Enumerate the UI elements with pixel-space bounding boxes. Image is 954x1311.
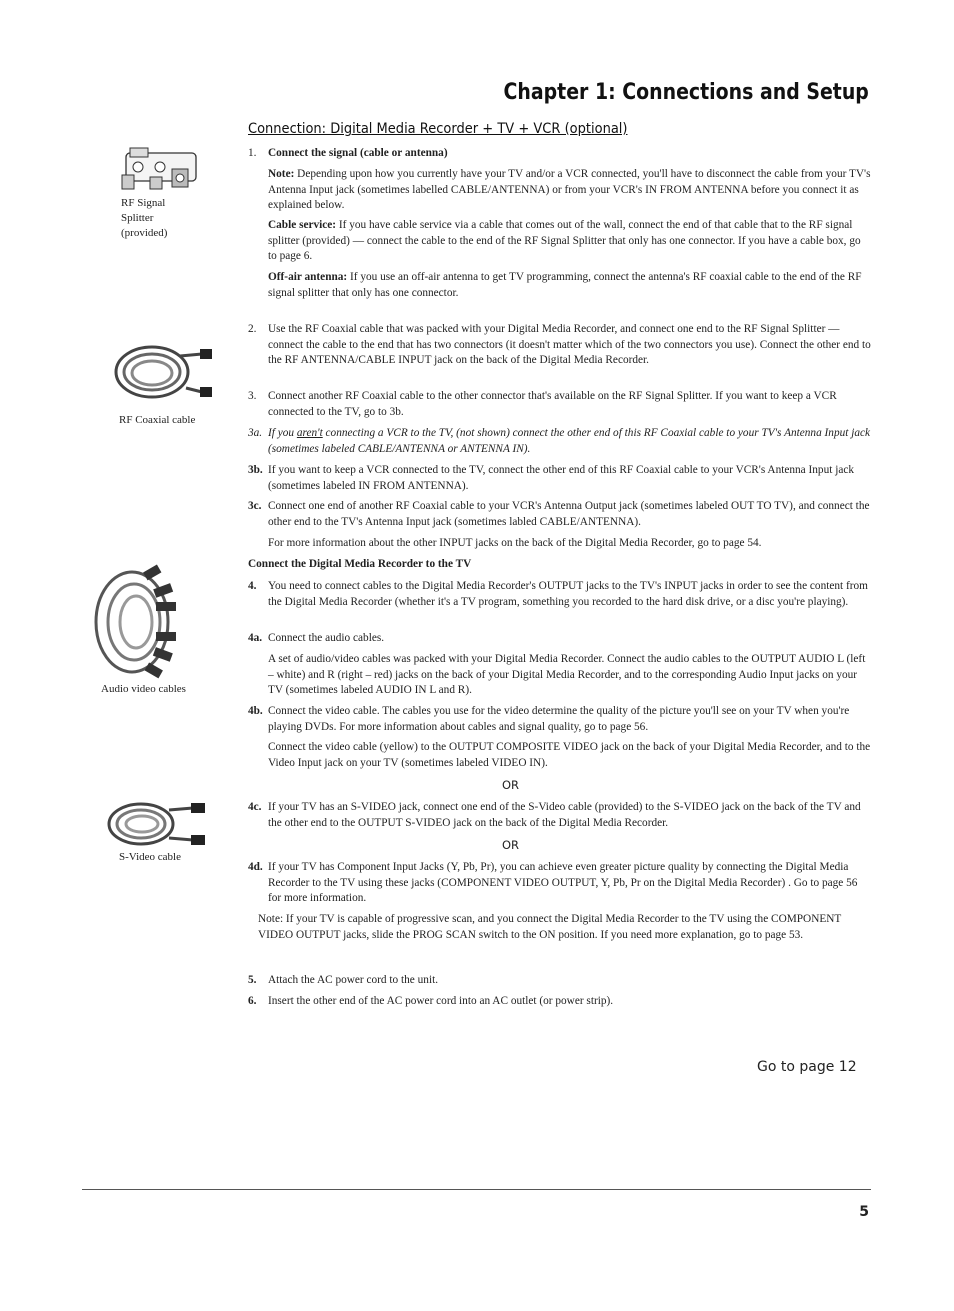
step-4a-body xyxy=(248,652,872,699)
note-text: Depending upon how you currently have your TV and/or a VCR connected, you'll have to disconnect the cable from your TV's Antenna Input jack (sometimes labelled CABLE/ANTENNA) or from your VCR's IN FROM ANTENNA before you connect it as explained below. xyxy=(268,168,871,211)
step-4a xyxy=(248,631,872,647)
rf-splitter-caption xyxy=(121,196,201,241)
step-number: 4. xyxy=(248,580,257,592)
goto-page-link[interactable]: Go to page 12 xyxy=(757,1059,857,1075)
coaxial-cable-icon xyxy=(110,342,218,402)
step-1 xyxy=(248,146,872,162)
step-number: 6. xyxy=(248,995,257,1007)
step-number: 3. xyxy=(248,390,257,402)
off-air-text: If you use an off-air antenna to get TV programming, connect the antenna's RF coaxial cable to the end of the RF signal splitter that only has one connector. xyxy=(268,271,862,299)
step-6 xyxy=(248,994,872,1010)
step-text: If you want to keep a VCR connected to the TV, connect the other end of this RF Coaxial cable to your VCR's Antenna Input jack (sometimes labeled IN FROM ANTENNA). xyxy=(268,464,855,492)
step-number: 2. xyxy=(248,323,257,335)
step-text: Use the RF Coaxial cable that was packed with your Digital Media Recorder, and connect one end to the RF Signal Splitter — connect the cable to the end that has two connectors (it doesn't matter which of the two connectors you use). Connect the other end to the RF ANTENNA/CABLE INPUT jack on the back of the Digital Media Recorder. xyxy=(268,323,871,366)
step-3c xyxy=(248,499,872,530)
progressive-scan-note: Note: If your TV is capable of progressive scan, and you connect the Digital Media Recorder to the TV using the COMPONENT VIDEO OUTPUT jacks, slide the PROG SCAN switch to the ON position. If you need more explanation, go to page 53. xyxy=(258,913,842,941)
note-paragraph xyxy=(248,167,872,214)
or-divider: OR xyxy=(502,838,520,852)
off-air-label: Off-air antenna: xyxy=(268,271,348,283)
step-4 xyxy=(248,579,872,610)
step-number: 4a. xyxy=(248,632,263,644)
step-number: 3c. xyxy=(248,500,262,512)
step-3a xyxy=(248,426,872,457)
step-number: 1. xyxy=(248,147,257,159)
chapter-title: Chapter 1: Connections and Setup xyxy=(503,80,869,105)
footer-divider xyxy=(82,1189,871,1190)
step-4c xyxy=(248,800,872,831)
step-number: 4d. xyxy=(248,861,263,873)
step-text: You need to connect cables to the Digital Media Recorder's OUTPUT jacks to the TV's INPUT jacks in order to see the content from the Digital Media Recorder (whether it's a TV program, something you recorded to the hard disk drive, or a disc you're playing). xyxy=(268,580,868,608)
page-number: 5 xyxy=(859,1204,869,1220)
step-5 xyxy=(248,973,872,989)
or-divider: OR xyxy=(502,778,520,792)
step-text: Connect another RF Coaxial cable to the other connector that's available on the RF Signal Splitter. If you want to keep a VCR connected to the TV, go to 3b. xyxy=(268,390,837,418)
step-3 xyxy=(248,389,872,420)
step-body-text: A set of audio/video cables was packed with your Digital Media Recorder. Connect the audio cables to the OUTPUT AUDIO L (left – white) and R (right – red) jacks on the back of your Digital Media Recorder, and to the corresponding Audio Input jacks on your TV (sometimes labeled AUDIO IN L and R). xyxy=(268,653,866,696)
step-number: 5. xyxy=(248,974,257,986)
svideo-cable-caption: S-Video cable xyxy=(119,851,181,863)
step-text: If your TV has Component Input Jacks (Y, Pb, Pr), you can achieve even greater picture quality by connecting the Digital Media Recorder to the TV using these jacks (COMPONENT VIDEO OUTPUT, Y, Pb, Pr on the Digital Media Recorder) . Go to page 56 for more information. xyxy=(268,861,858,904)
coaxial-cable-caption: RF Coaxial cable xyxy=(119,414,196,426)
cable-service-label: Cable service: xyxy=(268,219,337,231)
step-4d xyxy=(248,860,872,907)
step-2 xyxy=(248,322,872,369)
av-cables-icon xyxy=(90,562,200,680)
step-text: Attach the AC power cord to the unit. xyxy=(268,974,439,986)
svideo-cable-icon xyxy=(105,800,213,848)
subhead: Connect the Digital Media Recorder to the TV xyxy=(248,558,472,570)
step-number: 3b. xyxy=(248,464,263,476)
step-number: 4b. xyxy=(248,705,263,717)
step-text: Connect the audio cables. xyxy=(268,632,385,644)
caption-line: RF Signal xyxy=(121,197,166,209)
caption-line: Splitter xyxy=(121,212,154,224)
cable-service-paragraph xyxy=(248,218,872,265)
step-number: 4c. xyxy=(248,801,262,813)
step-text: Connect one end of another RF Coaxial cable to your VCR's Antenna Output jack (sometimes labeled OUT TO TV), and connect the other end to the TV's Antenna Input jack (sometimes labled CABLE/ANTENNA). xyxy=(268,500,870,528)
step-title: Connect the signal (cable or antenna) xyxy=(268,147,448,159)
av-cables-caption: Audio video cables xyxy=(101,683,186,695)
step-text: If you xyxy=(268,427,297,439)
step-number: 3a. xyxy=(248,427,263,439)
step-body-text: Connect the video cable (yellow) to the OUTPUT COMPOSITE VIDEO jack on the back of your Digital Media Recorder, and to the Video Input jack on your TV (sometimes labeled VIDEO IN). xyxy=(268,741,871,769)
emphasis-text: aren't xyxy=(296,427,323,439)
step-text: connecting a VCR to the TV, (not shown) connect the other end of this RF Coaxial cable to your TV's Antenna Input jack (sometimes labeled CABLE/ANTENNA or ANTENNA IN). xyxy=(268,427,871,455)
step-text: Insert the other end of the AC power cord into an AC outlet (or power strip). xyxy=(268,995,614,1007)
step-4b xyxy=(248,704,872,735)
rf-splitter-icon xyxy=(120,145,206,191)
more-info-paragraph xyxy=(248,536,872,552)
caption-line: (provided) xyxy=(121,227,168,239)
step-3b xyxy=(248,463,872,494)
section-title: Connection: Digital Media Recorder + TV + VCR (optional) xyxy=(248,121,628,137)
cable-service-text: If you have cable service via a cable that comes out of the wall, connect the end of that cable that to the RF signal splitter (provided) — connect the cable to the end of the RF Signal Splitter that only has one connector. If you have a cable box, go to page 6. xyxy=(268,219,861,262)
note-label: Note: xyxy=(268,168,295,180)
step-text: If your TV has an S-VIDEO jack, connect one end of the S-Video cable (provided) to the S-VIDEO jack on the back of the TV and the other end to the OUTPUT S-VIDEO jack on the back of the Digital Media Recorder. xyxy=(268,801,861,829)
step-text: Connect the video cable. The cables you use for the video determine the quality of the picture you'll see on your TV when you're playing DVDs. For more information about cables and signal quality, go to page 56. xyxy=(268,705,850,733)
off-air-paragraph xyxy=(248,270,872,301)
more-info-text: For more information about the other INPUT jacks on the back of the Digital Media Recorder, go to page 54. xyxy=(268,537,762,549)
step-4b-body xyxy=(248,740,872,771)
